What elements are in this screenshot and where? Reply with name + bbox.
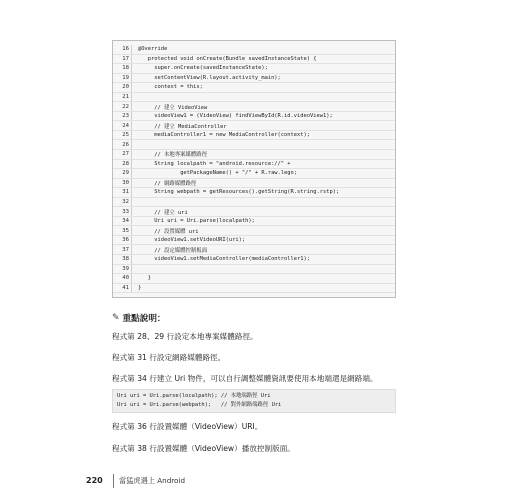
code-line	[113, 150, 395, 160]
code-line	[113, 121, 395, 131]
paragraph-5: 程式第 38 行設置媒體（VideoView）播放控制版面。	[112, 444, 295, 453]
code-line	[113, 226, 395, 236]
line-number: 25	[113, 131, 132, 140]
code-text: String localpath = "android.resource://" +	[138, 160, 291, 167]
line-number: 32	[113, 198, 132, 207]
line-number: 26	[113, 140, 132, 149]
line-number: 37	[113, 245, 132, 254]
line-number: 17	[113, 55, 132, 64]
code-listing	[112, 40, 396, 298]
code-text: protected void onCreate(Bundle savedInstanceState) {	[138, 55, 317, 62]
line-number: 34	[113, 217, 132, 226]
code-text: videoView1 = (VideoView) findViewById(R.id.videoView1);	[138, 113, 333, 120]
line-number: 36	[113, 236, 132, 245]
line-number: 19	[113, 74, 132, 83]
code-text: String webpath = getResources().getString(R.string.rstp);	[138, 189, 340, 196]
code-text: getPackageName() + "/" + R.raw.lego;	[138, 170, 298, 177]
code-line	[113, 64, 395, 74]
footer-divider	[113, 474, 114, 488]
line-number: 24	[113, 121, 132, 130]
snippet-line: Uri uri = Uri.parse(localpath); // 本地端路徑 Uri	[117, 393, 271, 399]
code-line	[113, 112, 395, 122]
code-text: super.onCreate(savedInstanceState);	[138, 65, 268, 72]
code-line	[113, 55, 395, 65]
code-text: videoView1.setMediaController(mediaController1);	[138, 256, 311, 263]
code-line	[113, 188, 395, 198]
code-text: // 設置媒體 uri	[138, 228, 199, 235]
code-line	[113, 217, 395, 227]
heading-text: 重點說明：	[122, 314, 166, 324]
code-text: @Override	[138, 46, 168, 53]
code-text: // 本地專案媒體路徑	[138, 152, 208, 159]
line-number: 16	[113, 45, 132, 54]
code-line	[113, 83, 395, 93]
code-text: // 建立 MediaController	[138, 123, 227, 130]
line-number: 28	[113, 160, 132, 169]
code-text: context = this;	[138, 84, 203, 91]
code-text: }	[138, 284, 142, 291]
explanation-heading	[112, 312, 166, 324]
code-text: mediaController1 = new MediaController(context);	[138, 132, 311, 139]
pencil-icon: ✎	[112, 313, 120, 323]
code-text: }	[138, 275, 151, 282]
line-number: 22	[113, 102, 132, 111]
code-line	[113, 236, 395, 246]
paragraph-1: 程式第 28、29 行設定本地專案媒體路徑。	[112, 332, 258, 341]
snippet-line: Uri uri = Uri.parse(webpath); // 對外網路端路徑 Uri	[117, 402, 282, 408]
code-text: // 設定媒體控制板面	[138, 247, 208, 254]
code-line	[113, 245, 395, 255]
code-line	[113, 207, 395, 217]
line-number: 21	[113, 93, 132, 102]
line-number: 23	[113, 112, 132, 121]
code-text: // 建立 uri	[138, 209, 188, 216]
line-number: 29	[113, 169, 132, 178]
paragraph-2: 程式第 31 行設定網路媒體路徑。	[112, 353, 226, 362]
line-number: 41	[113, 284, 132, 293]
line-number: 40	[113, 274, 132, 283]
code-text: Uri uri = Uri.parse(localpath);	[138, 218, 255, 225]
code-line	[113, 140, 395, 150]
code-line	[113, 131, 395, 141]
paragraph-4: 程式第 36 行設置媒體（VideoView）URI。	[112, 422, 263, 431]
line-number: 27	[113, 150, 132, 159]
code-line	[113, 284, 395, 294]
code-line	[113, 93, 395, 103]
code-line	[113, 179, 395, 189]
code-line	[113, 255, 395, 265]
paragraph-3: 程式第 34 行建立 Uri 物件，可以自行調整媒體資訊要使用本地端還是網路端。	[112, 374, 378, 383]
code-line	[113, 45, 395, 55]
code-line	[113, 198, 395, 208]
page-number: 220	[86, 476, 103, 485]
code-line	[113, 265, 395, 275]
code-text: // 建立 VideoView	[138, 104, 208, 111]
line-number: 38	[113, 255, 132, 264]
code-text: videoView1.setVideoURI(uri);	[138, 237, 246, 244]
line-number: 18	[113, 64, 132, 73]
code-line	[113, 102, 395, 112]
line-number: 35	[113, 226, 132, 235]
code-snippet	[112, 389, 396, 413]
line-number: 20	[113, 83, 132, 92]
code-text: setContentView(R.layout.activity_main);	[138, 74, 281, 81]
line-number: 33	[113, 207, 132, 216]
code-text: // 網路媒體路徑	[138, 180, 197, 187]
code-line	[113, 169, 395, 179]
line-number: 30	[113, 179, 132, 188]
code-line	[113, 274, 395, 284]
book-title: 當猛虎遇上 Android	[119, 476, 186, 485]
line-number: 31	[113, 188, 132, 197]
code-line	[113, 74, 395, 84]
line-number: 39	[113, 265, 132, 274]
code-line	[113, 160, 395, 170]
